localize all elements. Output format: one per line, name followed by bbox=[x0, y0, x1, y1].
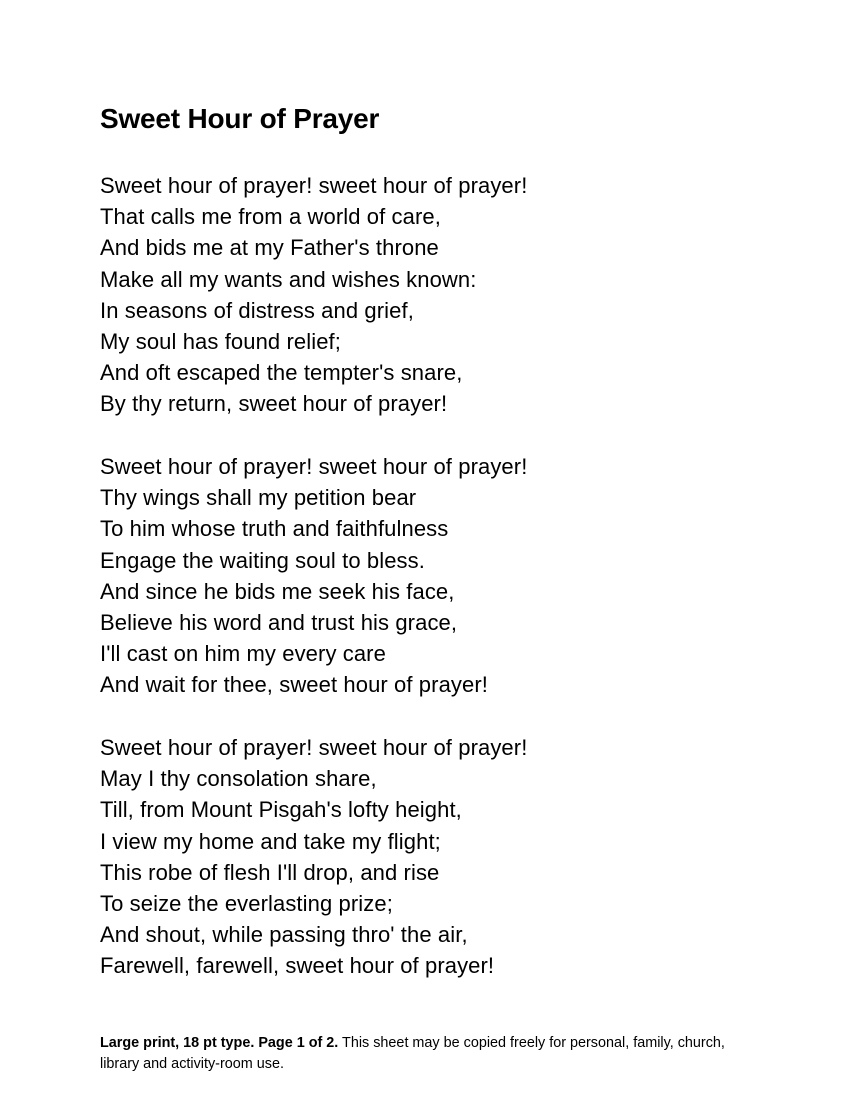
stanza-1-line-4: Make all my wants and wishes known: bbox=[100, 266, 477, 292]
stanza-1-line-1: Sweet hour of prayer! sweet hour of prayer! bbox=[100, 173, 528, 198]
stanza-3-line-5: This robe of flesh I'll drop, and rise bbox=[100, 859, 440, 885]
stanza-3-line-2: May I thy consolation share, bbox=[100, 766, 377, 792]
hymn-title: Sweet Hour of Prayer bbox=[100, 103, 380, 134]
stanza-3-line-4: I view my home and take my flight; bbox=[100, 828, 441, 854]
stanza-2-line-7: I'll cast on him my every care bbox=[100, 641, 386, 667]
stanza-3-line-7: And shout, while passing thro' the air, bbox=[100, 922, 468, 948]
stanza-2-line-6: Believe his word and trust his grace, bbox=[100, 610, 458, 636]
stanza-1-line-6: My soul has found relief; bbox=[100, 329, 341, 355]
footer-copy-permission: This sheet may be copied freely for personal, family, church, library and activity-room use. bbox=[100, 1035, 725, 1072]
stanza-3-line-1: Sweet hour of prayer! sweet hour of prayer! bbox=[100, 735, 528, 760]
stanza-2-line-8: And wait for thee, sweet hour of prayer! bbox=[100, 672, 488, 698]
stanza-1-line-8: By thy return, sweet hour of prayer! bbox=[100, 391, 448, 417]
stanza-2-line-3: To him whose truth and faithfulness bbox=[100, 516, 449, 542]
stanza-1-line-5: In seasons of distress and grief, bbox=[100, 297, 414, 323]
stanza-1-line-2: That calls me from a world of care, bbox=[100, 204, 441, 230]
footer-emphasis: Large print, 18 pt type. Page 1 of 2. bbox=[100, 1035, 339, 1051]
stanza-3-line-6: To seize the everlasting prize; bbox=[100, 891, 393, 917]
stanza-2-line-4: Engage the waiting soul to bless. bbox=[100, 547, 425, 573]
stanza-1-line-3: And bids me at my Father's throne bbox=[100, 235, 439, 261]
stanza-2-line-5: And since he bids me seek his face, bbox=[100, 578, 455, 604]
stanza-2-line-1: Sweet hour of prayer! sweet hour of prayer! bbox=[100, 454, 528, 479]
page-footer-note bbox=[100, 1033, 750, 1074]
stanza-3-line-3: Till, from Mount Pisgah's lofty height, bbox=[100, 797, 462, 823]
stanza-1-line-7: And oft escaped the tempter's snare, bbox=[100, 360, 463, 386]
stanza-2-line-2: Thy wings shall my petition bear bbox=[100, 485, 417, 511]
stanza-3 bbox=[100, 732, 527, 982]
stanza-3-line-8: Farewell, farewell, sweet hour of prayer! bbox=[100, 953, 495, 979]
stanza-2 bbox=[100, 451, 527, 701]
stanza-1 bbox=[100, 170, 527, 420]
